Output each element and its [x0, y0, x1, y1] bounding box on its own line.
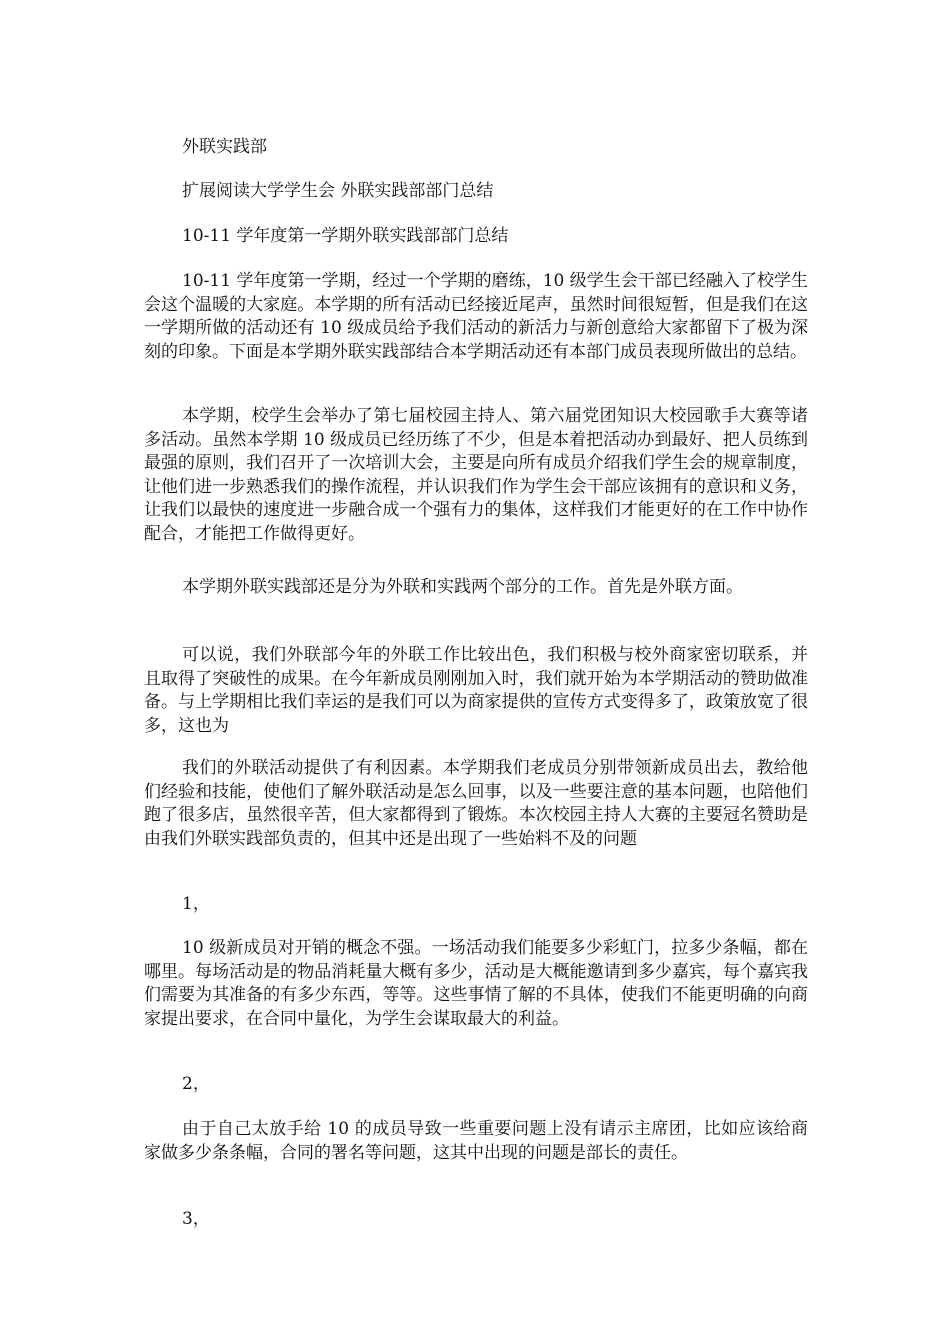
paragraph-outreach-continued: 我们的外联活动提供了有利因素。本学期我们老成员分别带领新成员出去，教给他们经验和技能，使他们了解外联活动是怎么回事，以及一些要注意的基本问题，也陪他们跑了很多店，虽然很辛苦，但大家都得到了锻炼。本次校园主持人大赛的主要冠名赞助是由我们外联实践部负责的，但其中还是出现了一些始料不及的问题	[144, 758, 808, 849]
paragraph-structure: 本学期外联实践部还是分为外联和实践两个部分的工作。首先是外联方面。	[182, 577, 743, 597]
issue-2-text: 由于自己太放手给 10 的成员导致一些重要问题上没有请示主席团，比如应该给商家做多少条条幅，合同的署名等问题，这其中出现的问题是部长的责任。	[144, 1119, 808, 1163]
list-number-3: 3，	[182, 1209, 210, 1229]
list-number-1: 1，	[182, 894, 210, 914]
extended-reading-title: 扩展阅读大学学生会 外联实践部部门总结	[182, 181, 494, 201]
summary-heading: 10-11 学年度第一学期外联实践部部门总结	[182, 226, 509, 246]
paragraph-outreach: 可以说，我们外联部今年的外联工作比较出色，我们积极与校外商家密切联系，并且取得了突破性的成果。在今年新成员刚刚加入时，我们就开始为本学期活动的赞助做准备。与上学期相比我们幸运的是我们可以为商家提供的宣传方式变得多了，政策放宽了很多，这也为	[144, 645, 808, 736]
paragraph-training: 本学期，校学生会举办了第七届校园主持人、第六届党团知识大校园歌手大赛等诸多活动。虽然本学期 10 级成员已经历练了不少，但是本着把活动办到最好、把人员练到最强的原则，我们召开了一次培训大会，主要是向所有成员介绍我们学生会的规章制度，让他们进一步熟悉我们的操作流程，并认识我们作为学生会干部应该拥有的意识和义务，让我们以最快的速度进一步融合成一个强有力的集体，这样我们才能更好的在工作中协作配合，才能把工作做得更好。	[144, 406, 808, 544]
list-number-2: 2，	[182, 1074, 210, 1094]
issue-1-text: 10 级新成员对开销的概念不强。一场活动我们能要多少彩虹门，拉多少条幅，都在哪里。每场活动是的物品消耗量大概有多少，活动是大概能邀请到多少嘉宾，每个嘉宾我们需要为其准备的有多少东西，等等。这些事情了解的不具体，使我们不能更明确的向商家提出要求，在合同中量化，为学生会谋取最大的利益。	[144, 938, 808, 1029]
paragraph-intro: 10-11 学年度第一学期，经过一个学期的磨练，10 级学生会干部已经融入了校学生会这个温暖的大家庭。本学期的所有活动已经接近尾声，虽然时间很短暂，但是我们在这一学期所做的活动还有 10 级成员给予我们活动的新活力与新创意给大家都留下了极为深刻的印象。下面是本学期外联实践部结合本学期活动还有本部门成员表现所做出的总结。	[144, 271, 808, 362]
department-title: 外联实践部	[182, 137, 267, 157]
